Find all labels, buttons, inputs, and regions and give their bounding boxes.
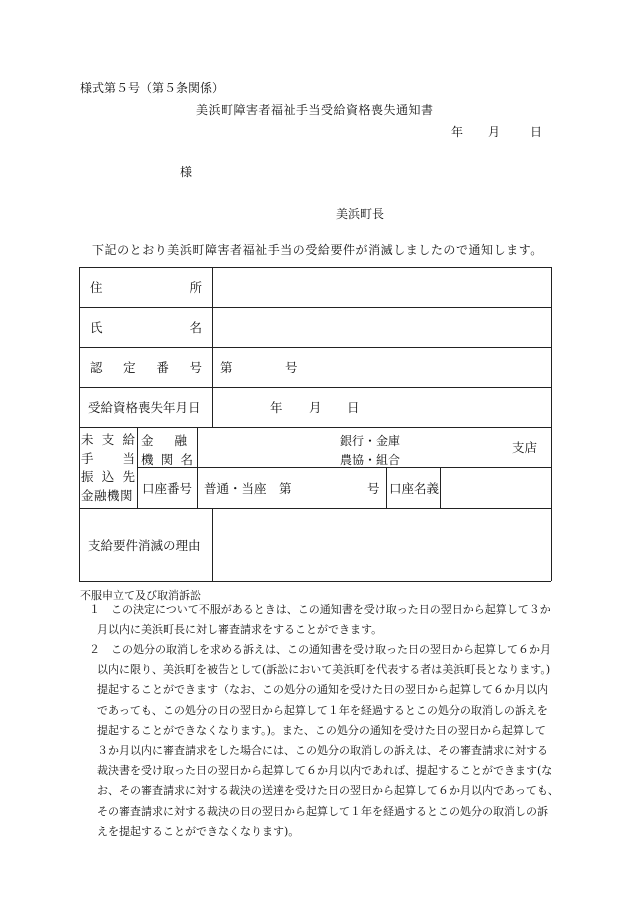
branch-label: 支店 [512,440,538,455]
addressee-suffix: 様 [180,165,193,179]
account-holder-label: 口座名義 [389,480,440,496]
intro-text: 下記のとおり美浜町障害者福祉手当の受給要件が消滅しましたので通知します。 [92,243,543,257]
notes-heading: 不服申立て及び取消訴訟 [80,589,201,602]
reason-label: 支給要件消滅の理由 [88,537,201,553]
account-number-label: 口座番号 [142,480,193,496]
loss-date-year: 年 [270,400,283,415]
certification-number-prefix: 第 [220,360,233,375]
name-label: 氏 名 [90,320,202,335]
institution-label: 金 融 機 関 名 [141,433,193,467]
certification-number-label: 認 定 番 号 [90,360,202,375]
date-month: 月 [488,125,501,139]
reason-field[interactable] [213,509,550,580]
account-holder-field[interactable] [441,468,550,507]
account-number-suffix: 号 [367,480,380,496]
account-number-prefix: 第 [279,480,292,496]
address-field[interactable] [213,268,550,306]
loss-date-day: 日 [347,400,360,415]
note-item-2: ２ この処分の取消しを求める訴えは、この通知書を受け取った日の翌日から起算して６か月 以内に限り、美浜町を被告として(訴訟において美浜町を代表する者は美浜町長となります。) 提起することができます（なお、この処分の通知を受けた日の翌日から起算して６か月以内 であっても、この処分の日の翌日から起算して１年を経過するとこの処分の取消しの訴えを 提起することができなくなります。)。また、この処分の通知を受けた日の翌日から起算して ３か月以内に審査請求をした場合には、この処分の取消しの訴えは、その審査請求に対する 裁決書を受け取った日の翌日から起算して６か月以内であれば、提起することができます(な お、その審査請求に対する裁決の送達を受けた日の翌日から起算して６か月以内であっても、 その審査請求に対する裁決の日の翌日から起算して１年を経過するとこの処分の取消しの訴 えを提起することができなくなります)。 [89,643,559,838]
date-day: 日 [530,125,543,139]
loss-date-label: 受給資格喪失年月日 [88,400,201,415]
document-title: 美浜町障害者福祉手当受給資格喪失通知書 [196,103,434,117]
address-label: 住 所 [90,280,202,295]
account-type-options: 普通・当座 [204,480,267,496]
bank-type-options: 銀行・金庫 農協・組合 [340,434,401,467]
loss-date-month: 月 [309,400,322,415]
certification-number-suffix: 号 [285,360,298,375]
unpaid-transfer-label: 未 支 給 手 当 振 込 先 金融機関 [81,432,135,503]
sender: 美浜町長 [336,207,385,221]
date-year: 年 [451,125,464,139]
form-number: 様式第５号（第５条関係） [80,81,225,95]
name-field[interactable] [213,308,550,346]
note-item-1: １ この決定について不服があるときは、この通知書を受け取った日の翌日から起算して３か 月以内に美浜町長に対し審査請求をすることができます。 [89,603,551,637]
